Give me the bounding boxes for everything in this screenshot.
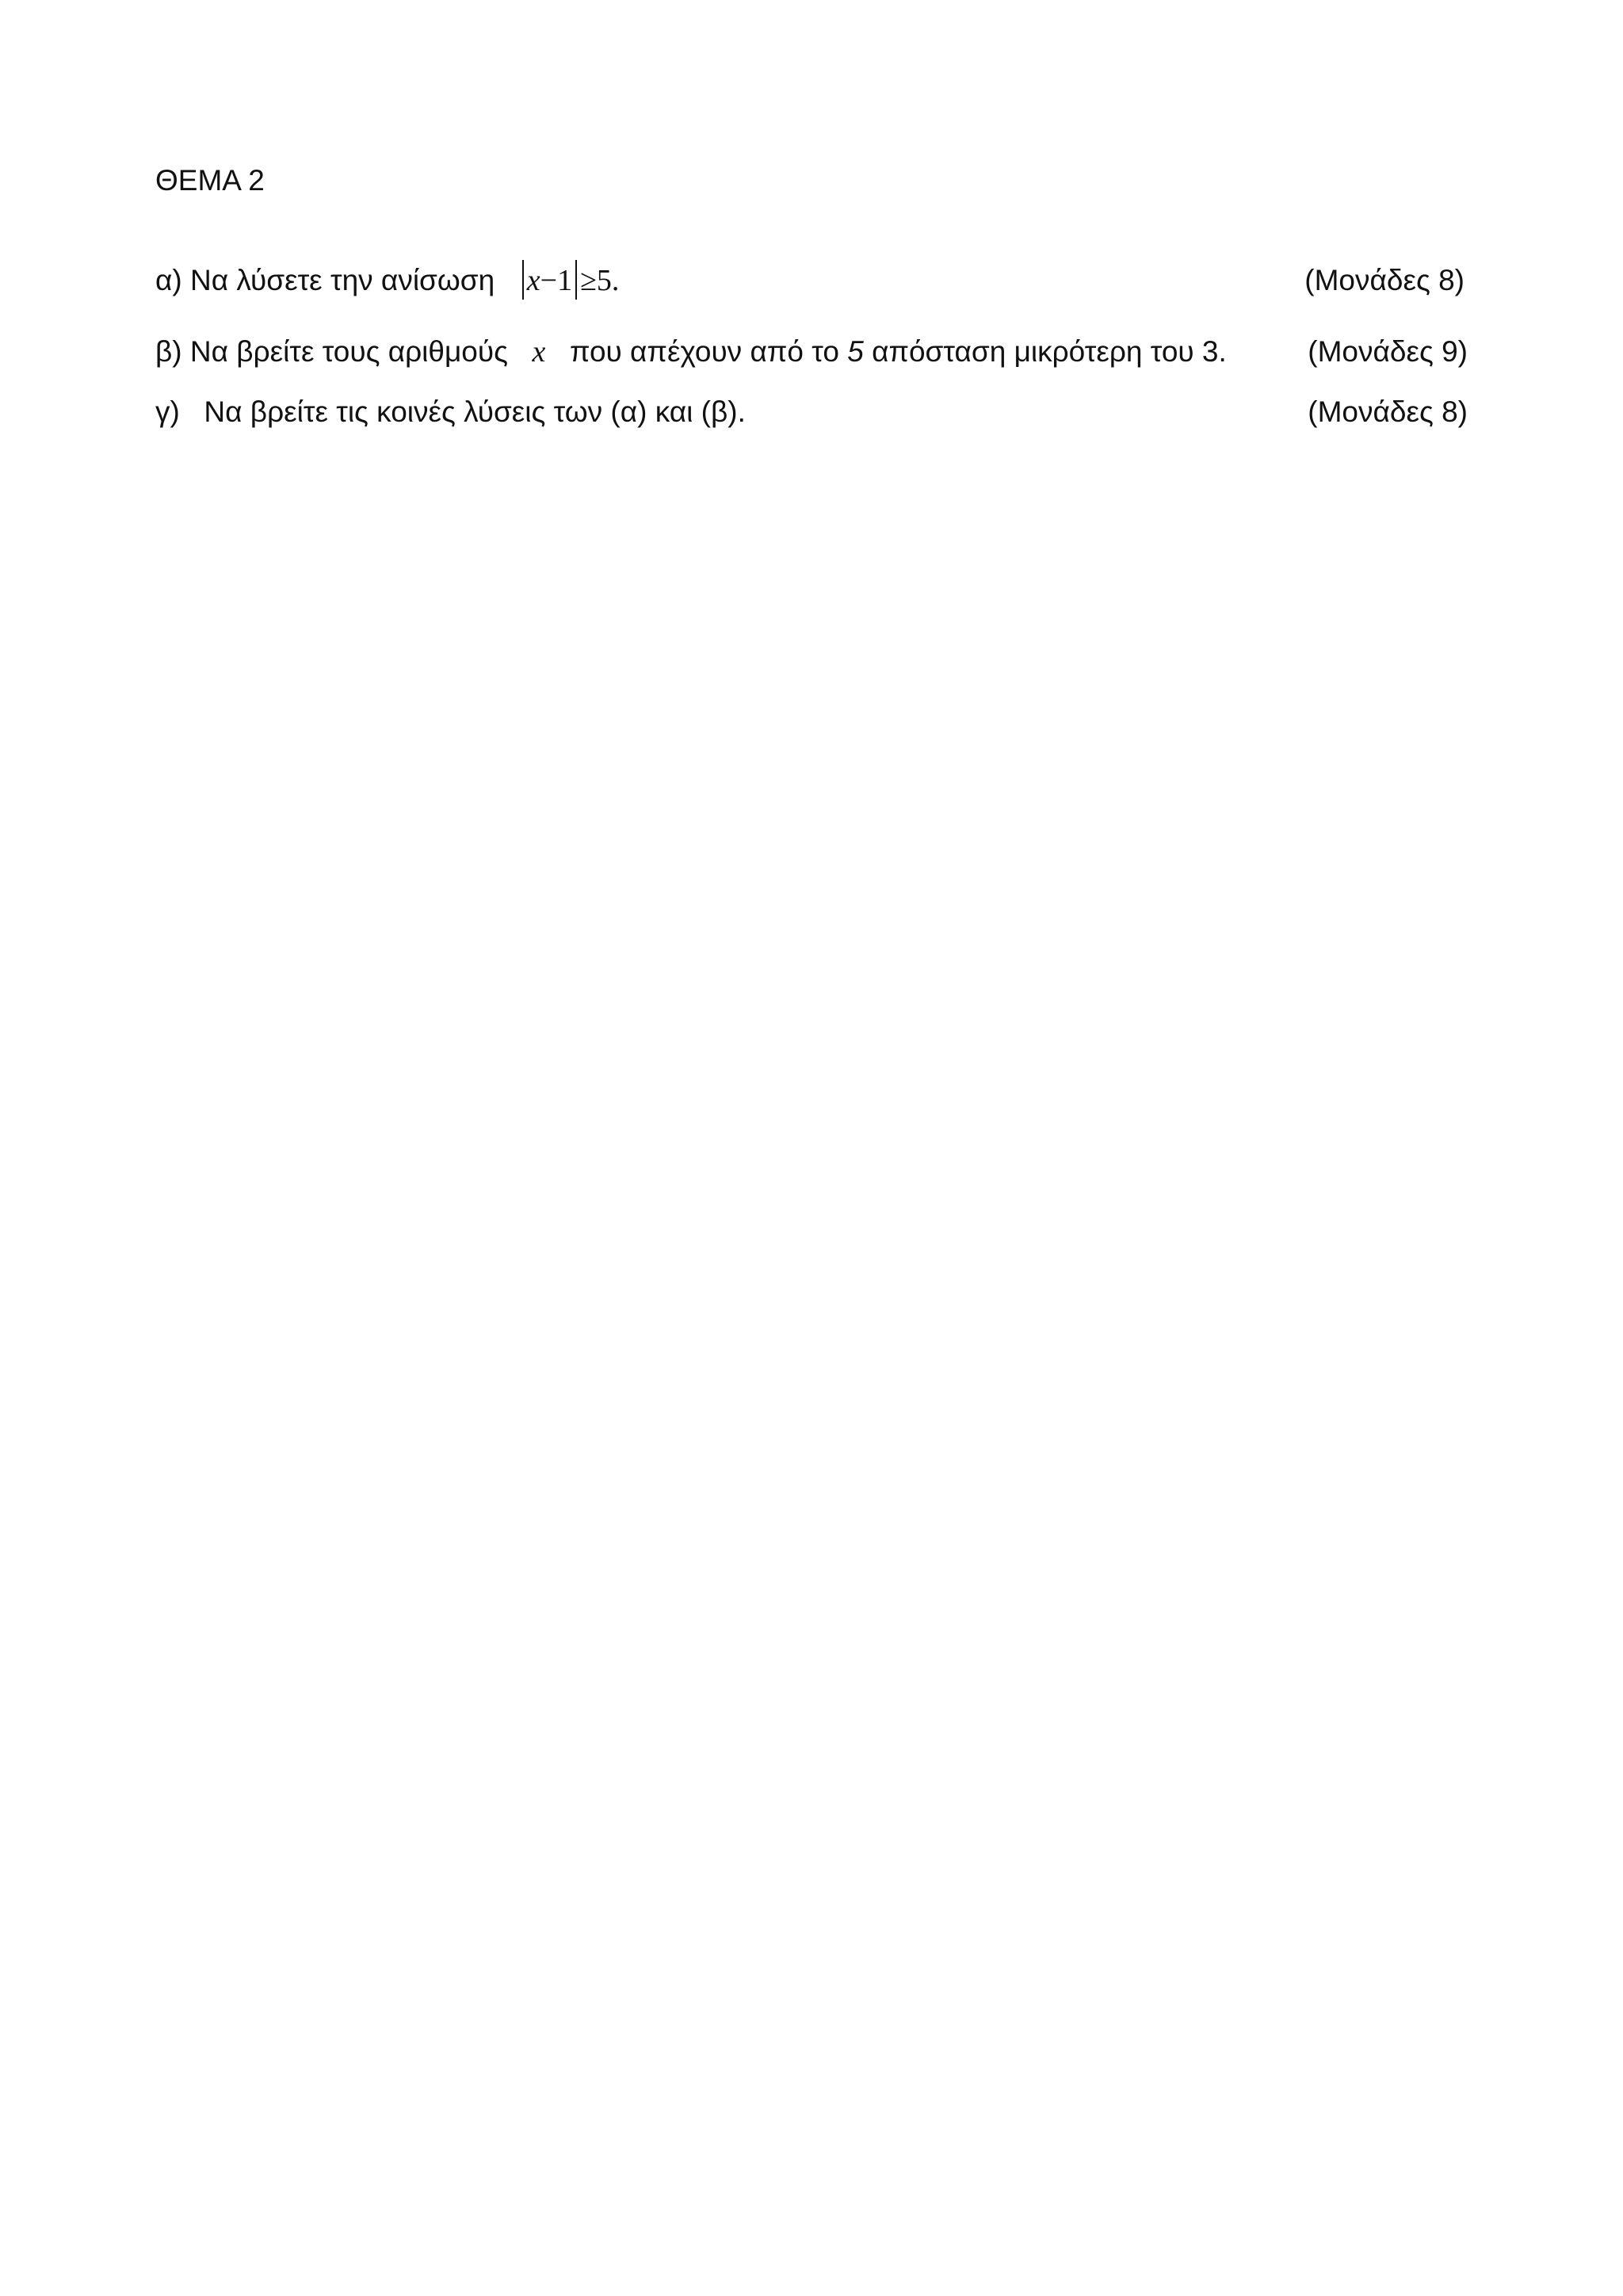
math-period: . <box>611 264 620 297</box>
math-one: 1 <box>557 264 573 297</box>
question-b-statement-middle: που απέχουν από το <box>569 335 839 368</box>
question-c-text <box>155 390 746 434</box>
question-b-statement-end: απόσταση μικρότερη του 3. <box>872 335 1227 368</box>
math-geq: ≥ <box>580 264 597 297</box>
abs-bar-left <box>522 260 524 300</box>
question-b-points: (Μονάδες 9) <box>1308 335 1468 368</box>
question-a-points: (Μονάδες 8) <box>1304 264 1465 296</box>
inequality-expression <box>519 264 620 297</box>
question-c <box>155 390 1468 434</box>
question-b <box>155 330 1468 374</box>
question-a-label: α) <box>155 264 182 296</box>
abs-bar-right <box>575 260 577 300</box>
math-variable-x: x <box>526 264 540 297</box>
question-c-label: γ) <box>155 395 180 428</box>
question-c-statement: Να βρείτε τις κοινές λύσεις των (α) και (β). <box>204 395 746 428</box>
section-title: ΘΕΜΑ 2 <box>155 164 265 197</box>
math-five: 5 <box>596 264 612 297</box>
question-c-points: (Μονάδες 8) <box>1308 395 1468 428</box>
question-b-text <box>155 330 1227 374</box>
question-b-label: β) <box>155 335 182 368</box>
math-minus: − <box>540 264 558 297</box>
question-a-statement: Να λύσετε την ανίσωση <box>190 264 495 296</box>
question-b-number: 5 <box>847 335 864 368</box>
question-a <box>155 258 1468 303</box>
question-b-variable-x: x <box>532 335 546 369</box>
question-b-statement-start: Να βρείτε τους αριθμούς <box>189 335 508 368</box>
question-a-text <box>155 258 619 303</box>
